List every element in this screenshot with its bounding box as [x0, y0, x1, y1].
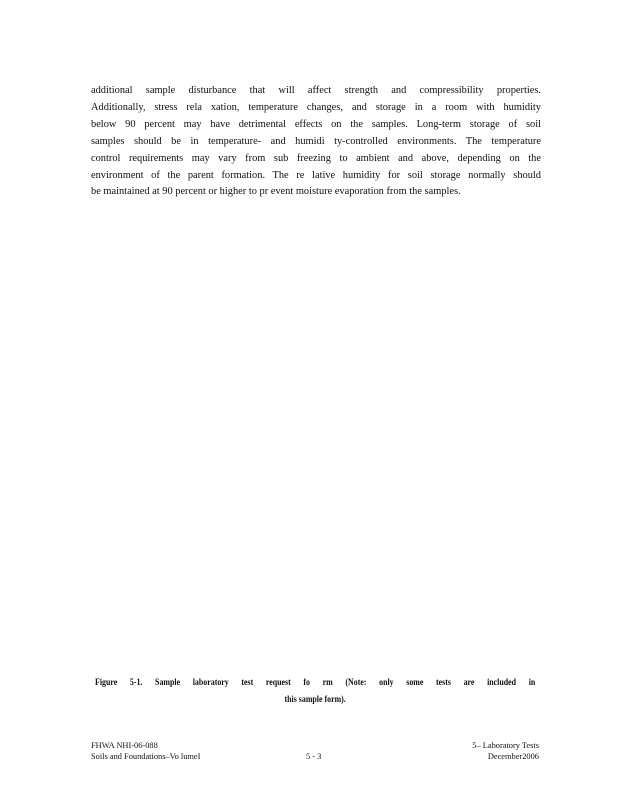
footer-date: December2006: [487, 751, 539, 761]
figure-caption-line: this sample form).: [284, 693, 346, 704]
footer-report-number: FHWA NHI-06-088: [91, 741, 158, 750]
body-line: samples should be in temperature- and humidi ty-controlled environments. The temperature: [91, 135, 541, 147]
footer-chapter-title: 5– Laboratory Tests: [472, 741, 539, 750]
body-line: additional sample disturbance that will affect strength and compressibility properties.: [91, 85, 541, 96]
body-line: be maintained at 90 percent or higher to pr event moisture evaporation from the samples.: [91, 186, 461, 198]
body-line: environment of the parent formation. The re lative humidity for soil storage normally should: [91, 169, 541, 181]
body-line: control requirements may vary from sub freezing to ambient and above, depending on the: [91, 152, 541, 164]
footer-right: [459, 741, 539, 762]
body-line: Additionally, stress rela xation, temperature changes, and storage in a room with humidity: [91, 101, 541, 113]
footer-page-number: [306, 752, 336, 763]
body-line: below 90 percent may have detrimental effects on the samples. Long-term storage of soil: [91, 118, 541, 130]
figure-caption: [95, 674, 536, 707]
page-number: 5 - 3: [306, 752, 322, 761]
footer-volume-title: Soils and Foundations–Vo lumeI: [91, 751, 201, 761]
figure-caption-line: Figure 5-1. Sample laboratory test request fo rm (Note: only some tests are included in: [95, 677, 536, 687]
footer-left: [91, 741, 231, 762]
body-paragraph: [91, 83, 541, 201]
